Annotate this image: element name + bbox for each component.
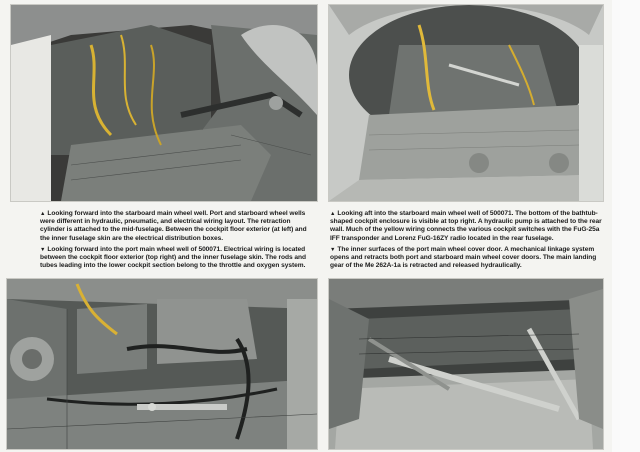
photo-image <box>11 5 317 201</box>
up-arrow-icon: ▲ <box>40 211 46 217</box>
caption-left-bottom-text: Looking forward into the port main wheel well of 500071. Electrical wiring is located between the cockpit floor exterior (top right) and the inner fuselage skin. The rods and tubes leading into the lower cockpit section belong to the throttle and oxygen system. <box>40 245 306 270</box>
caption-right-bottom <box>330 246 602 271</box>
caption-right-bottom-text: The inner surfaces of the port main wheel cover door. A mechanical linkage system opens and retracts both port and starboard main wheel cover doors. The main landing gear of the Me 262A-1a is retracted and released hydraulically. <box>330 245 597 270</box>
photo-port-wheel-cover-door <box>328 278 604 450</box>
page-edge <box>612 0 640 452</box>
down-arrow-icon: ▼ <box>330 246 336 253</box>
photo-starboard-wheel-well-aft <box>328 4 604 202</box>
caption-column-left <box>40 210 312 273</box>
caption-column-right <box>330 210 602 273</box>
photo-image <box>329 279 603 449</box>
photo-starboard-wheel-well-forward <box>10 4 318 202</box>
photo-port-wheel-well-forward <box>6 278 318 450</box>
photo-image <box>7 279 317 449</box>
down-arrow-icon: ▼ <box>40 246 46 253</box>
up-arrow-icon: ▲ <box>330 211 336 217</box>
caption-left-top <box>40 210 312 243</box>
caption-right-top-text: Looking aft into the starboard main wheel well of 500071. The bottom of the bathtub-shaped cockpit enclosure is visible at top right. A hydraulic pump is attached to the rear wall. Much of the yellow wiring connects the various cockpit switches with the FuG-25a IFF transponder and Lorenz FuG-16ZY radio located in the rear fuselage. <box>330 210 602 242</box>
photo-image <box>329 5 603 201</box>
caption-left-top-text: Looking forward into the starboard main wheel well. Port and starboard wheel wells were different in hydraulic, pneumatic, and electrical wiring layout. The retraction cylinder is attached to the mid-fuselage. Between the cockpit floor exterior (at left) and the inner fuselage skin are the electrical distribution boxes. <box>40 210 307 242</box>
caption-right-top <box>330 210 602 243</box>
caption-left-bottom <box>40 246 312 271</box>
